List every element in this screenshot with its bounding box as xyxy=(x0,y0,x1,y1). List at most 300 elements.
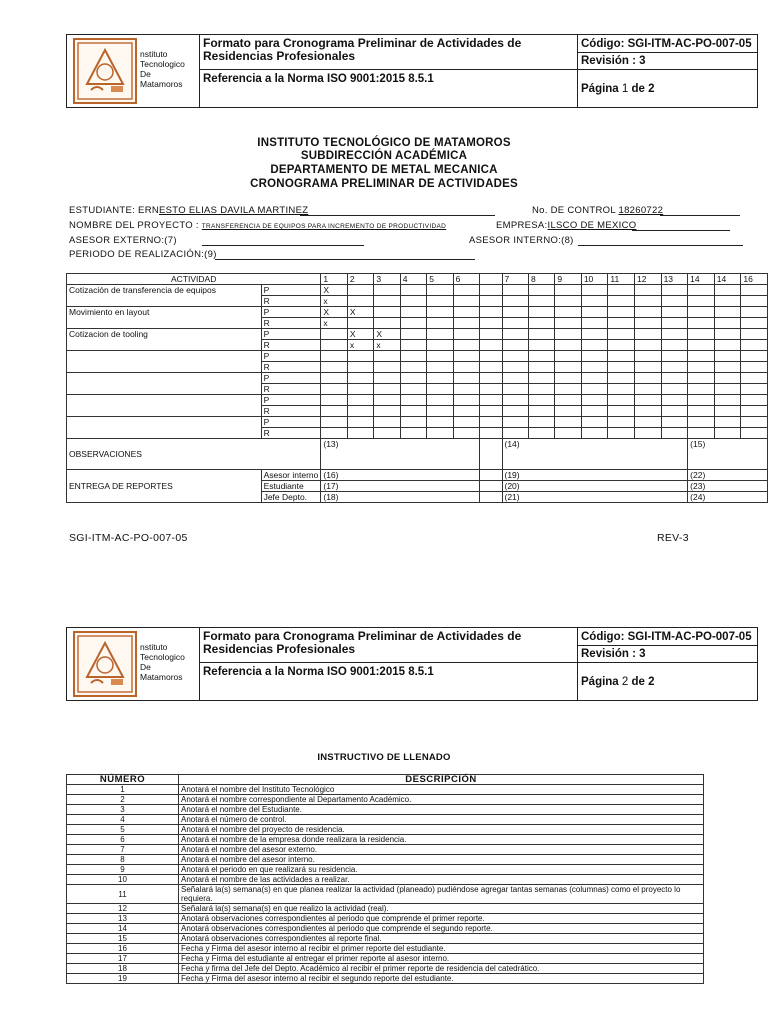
week-cell xyxy=(714,428,741,439)
norm-reference: Referencia a la Norma ISO 9001:2015 8.5.1 xyxy=(203,666,434,678)
instruction-row xyxy=(67,924,704,934)
instruction-number: 3 xyxy=(67,805,179,815)
week-cell xyxy=(714,384,741,395)
page-number xyxy=(581,676,655,688)
week-cell xyxy=(714,329,741,340)
student-value: ESTO ELIAS DAVILA MARTINEZ xyxy=(159,205,309,216)
week-cell xyxy=(347,428,373,439)
instruction-row xyxy=(67,944,704,954)
week-cell xyxy=(741,362,768,373)
col-description-header: DESCRIPCIÓN xyxy=(179,775,704,785)
week-cell: X xyxy=(347,329,373,340)
week-cell xyxy=(347,384,373,395)
instruction-description: Anotará el periodo en que realizará su residencia. xyxy=(179,865,704,875)
instruction-number: 7 xyxy=(67,845,179,855)
week-cell xyxy=(528,307,554,318)
week-cell xyxy=(528,428,554,439)
logo-cell xyxy=(67,35,200,107)
instruction-row xyxy=(67,964,704,974)
week-cell xyxy=(321,373,347,384)
week-cell xyxy=(741,384,768,395)
week-cell xyxy=(321,406,347,417)
week-cell xyxy=(400,318,426,329)
week-cell xyxy=(502,417,528,428)
week-cell xyxy=(427,428,453,439)
week-cell xyxy=(581,329,608,340)
company-field xyxy=(496,220,636,231)
logo-cell xyxy=(67,628,200,700)
observations-cell: (14) xyxy=(502,439,688,470)
week-cell xyxy=(400,395,426,406)
week-cell: x xyxy=(321,318,347,329)
week-cell xyxy=(374,307,400,318)
week-cell xyxy=(688,428,715,439)
week-header: 16 xyxy=(741,274,768,285)
week-cell xyxy=(374,406,400,417)
week-cell xyxy=(427,285,453,296)
footer-code: SGI-ITM-AC-PO-007-05 xyxy=(69,532,188,544)
week-header: 8 xyxy=(528,274,554,285)
observations-cell: (15) xyxy=(688,439,768,470)
report-role: Jefe Depto. xyxy=(261,492,321,503)
week-cell xyxy=(714,373,741,384)
title-institute: INSTITUTO TECNOLÓGICO DE MATAMOROS xyxy=(257,137,511,149)
control-value: 18260722 xyxy=(618,205,664,216)
institute-name xyxy=(140,49,185,89)
page-suffix: de 2 xyxy=(631,83,655,95)
planned-label: P xyxy=(261,285,321,296)
instruction-description: Fecha y Firma del asesor interno al recibir el segundo reporte del estudiante. xyxy=(179,974,704,984)
instruction-row xyxy=(67,934,704,944)
week-cell xyxy=(555,307,581,318)
planned-label: P xyxy=(261,329,321,340)
instructions-table xyxy=(66,774,704,984)
report-cell: (16) xyxy=(321,470,480,481)
week-cell xyxy=(502,395,528,406)
week-cell xyxy=(480,318,502,329)
week-cell xyxy=(400,417,426,428)
week-header: 6 xyxy=(453,274,479,285)
week-cell xyxy=(661,395,688,406)
week-header: 14 xyxy=(714,274,741,285)
week-header: 3 xyxy=(374,274,400,285)
week-header: 9 xyxy=(555,274,581,285)
institute-line: Matamoros xyxy=(140,672,183,682)
week-cell xyxy=(661,406,688,417)
week-cell xyxy=(502,307,528,318)
week-header: 11 xyxy=(608,274,635,285)
week-cell xyxy=(480,285,502,296)
week-cell: X xyxy=(321,307,347,318)
week-cell xyxy=(634,428,661,439)
week-cell xyxy=(453,406,479,417)
week-cell xyxy=(741,417,768,428)
week-cell xyxy=(347,318,373,329)
week-header: 5 xyxy=(427,274,453,285)
planned-label: P xyxy=(261,395,321,406)
week-cell xyxy=(741,395,768,406)
instruction-description: Anotará el nombre correspondiente al Departamento Académico. xyxy=(179,795,704,805)
week-cell xyxy=(661,417,688,428)
week-cell xyxy=(688,362,715,373)
observations-gap xyxy=(480,439,502,470)
week-cell xyxy=(374,351,400,362)
instruction-number: 13 xyxy=(67,914,179,924)
instruction-row xyxy=(67,914,704,924)
week-cell xyxy=(427,318,453,329)
activity-name: Cotización de transferencia de equipos xyxy=(67,285,262,307)
week-cell xyxy=(608,395,635,406)
institute-line: De xyxy=(140,662,151,672)
instructions-header-row xyxy=(67,775,704,785)
document-header xyxy=(66,34,758,108)
week-cell xyxy=(400,406,426,417)
week-cell xyxy=(688,384,715,395)
week-cell xyxy=(502,296,528,307)
norm-reference: Referencia a la Norma ISO 9001:2015 8.5.1 xyxy=(203,73,434,85)
week-cell xyxy=(581,340,608,351)
week-cell xyxy=(634,307,661,318)
title-cell xyxy=(199,35,578,107)
week-cell xyxy=(608,318,635,329)
week-cell xyxy=(427,406,453,417)
title-subdirection: SUBDIRECCIÓN ACADÉMICA xyxy=(300,150,468,162)
week-cell xyxy=(502,351,528,362)
week-cell xyxy=(321,384,347,395)
activity-row xyxy=(67,285,768,296)
institute-line: Tecnologico xyxy=(140,652,185,662)
week-cell xyxy=(453,384,479,395)
planned-label: P xyxy=(261,417,321,428)
week-cell xyxy=(400,362,426,373)
week-header: 13 xyxy=(661,274,688,285)
activity-name xyxy=(67,373,262,395)
report-cell: (22) xyxy=(688,470,768,481)
internal-advisor-field: ASESOR INTERNO:(8) xyxy=(469,235,574,246)
planned-label: P xyxy=(261,307,321,318)
real-label: R xyxy=(261,406,321,417)
week-cell xyxy=(321,395,347,406)
instruction-number: 14 xyxy=(67,924,179,934)
instruction-number: 16 xyxy=(67,944,179,954)
week-cell xyxy=(528,318,554,329)
observations-cell: (13) xyxy=(321,439,480,470)
instruction-number: 11 xyxy=(67,885,179,904)
planned-label: P xyxy=(261,373,321,384)
week-cell xyxy=(688,417,715,428)
week-cell xyxy=(581,373,608,384)
revision: Revisión : 3 xyxy=(581,648,646,660)
instruction-description: Anotará el nombre del proyecto de residencia. xyxy=(179,825,704,835)
page-num: 2 xyxy=(621,676,629,688)
week-cell xyxy=(453,362,479,373)
week-cell xyxy=(581,384,608,395)
instruction-number: 12 xyxy=(67,904,179,914)
week-cell xyxy=(453,351,479,362)
week-cell xyxy=(608,307,635,318)
week-cell: x xyxy=(321,296,347,307)
week-cell xyxy=(374,373,400,384)
page-prefix: Página xyxy=(581,676,619,688)
report-cell: (17) xyxy=(321,481,480,492)
week-cell xyxy=(374,296,400,307)
activity-row xyxy=(67,307,768,318)
week-cell xyxy=(661,307,688,318)
week-cell xyxy=(634,373,661,384)
week-cell xyxy=(688,406,715,417)
control-label: No. DE CONTROL xyxy=(532,205,616,216)
instruction-row xyxy=(67,904,704,914)
activity-name xyxy=(67,351,262,373)
week-cell xyxy=(714,351,741,362)
week-cell xyxy=(661,329,688,340)
week-cell xyxy=(502,428,528,439)
week-cell xyxy=(634,329,661,340)
week-cell xyxy=(688,318,715,329)
week-cell xyxy=(453,296,479,307)
instruction-description: Anotará el número de control. xyxy=(179,815,704,825)
week-cell xyxy=(581,351,608,362)
week-cell xyxy=(608,340,635,351)
week-cell xyxy=(688,395,715,406)
week-cell xyxy=(427,384,453,395)
week-cell xyxy=(688,285,715,296)
institute-line: nstituto xyxy=(140,642,168,652)
form-title: Formato para Cronograma Preliminar de Actividades de Residencias Profesionales xyxy=(203,36,522,63)
instruction-row xyxy=(67,815,704,825)
week-cell xyxy=(555,428,581,439)
week-cell xyxy=(714,307,741,318)
instruction-description: Anotará observaciones correspondientes al reporte final. xyxy=(179,934,704,944)
institute-logo-icon xyxy=(73,38,137,104)
week-cell xyxy=(528,384,554,395)
week-cell xyxy=(528,329,554,340)
control-cell xyxy=(577,628,757,700)
week-cell xyxy=(581,428,608,439)
instruction-row xyxy=(67,855,704,865)
week-cell xyxy=(321,351,347,362)
week-cell xyxy=(741,318,768,329)
week-cell xyxy=(347,362,373,373)
week-cell xyxy=(374,417,400,428)
activity-row xyxy=(67,395,768,406)
week-cell xyxy=(453,285,479,296)
week-cell xyxy=(528,373,554,384)
week-cell xyxy=(741,340,768,351)
week-cell xyxy=(608,373,635,384)
week-cell xyxy=(555,384,581,395)
instruction-description: Anotará el nombre del asesor interno. xyxy=(179,855,704,865)
week-header: 7 xyxy=(502,274,528,285)
institute-name xyxy=(140,642,185,682)
week-cell xyxy=(400,329,426,340)
report-cell: (19) xyxy=(502,470,688,481)
reports-gap xyxy=(480,481,502,492)
week-cell xyxy=(453,428,479,439)
week-cell xyxy=(608,406,635,417)
week-cell xyxy=(634,296,661,307)
reports-gap xyxy=(480,470,502,481)
instruction-row xyxy=(67,845,704,855)
instruction-description: Anotará el nombre del Estudiante. xyxy=(179,805,704,815)
week-cell xyxy=(581,417,608,428)
instruction-number: 15 xyxy=(67,934,179,944)
week-cell xyxy=(555,296,581,307)
activity-name xyxy=(67,417,262,439)
project-field xyxy=(69,220,446,231)
real-label: R xyxy=(261,384,321,395)
week-cell: x xyxy=(374,340,400,351)
document-code: Código: SGI-ITM-AC-PO-007-05 xyxy=(581,631,752,643)
week-cell xyxy=(427,296,453,307)
week-header xyxy=(480,274,502,285)
week-cell xyxy=(741,296,768,307)
week-cell xyxy=(714,340,741,351)
instruction-row xyxy=(67,785,704,795)
week-cell xyxy=(661,318,688,329)
week-cell: x xyxy=(347,340,373,351)
week-cell xyxy=(555,406,581,417)
week-cell xyxy=(427,307,453,318)
week-cell xyxy=(427,373,453,384)
instruction-row xyxy=(67,835,704,845)
instruction-row xyxy=(67,805,704,815)
page-number xyxy=(581,83,655,95)
week-cell xyxy=(480,329,502,340)
instruction-description: Señalará la(s) semana(s) en que planea realizar la actividad (planeado) pudiéndose agregar tantas semanas (columnas) como el proyecto lo requiera. xyxy=(179,885,704,904)
week-cell xyxy=(581,395,608,406)
project-label: NOMBRE DEL PROYECTO : xyxy=(69,220,199,231)
week-cell xyxy=(608,428,635,439)
week-cell xyxy=(688,373,715,384)
week-cell xyxy=(453,417,479,428)
instruction-number: 9 xyxy=(67,865,179,875)
control-cell xyxy=(577,35,757,107)
instruction-number: 8 xyxy=(67,855,179,865)
week-cell xyxy=(374,395,400,406)
week-header: 2 xyxy=(347,274,373,285)
week-cell xyxy=(480,351,502,362)
institute-logo-icon xyxy=(73,631,137,697)
week-cell xyxy=(608,285,635,296)
instruction-row xyxy=(67,795,704,805)
report-role: Asesor interno xyxy=(261,470,321,481)
week-cell xyxy=(714,406,741,417)
instruction-description: Anotará observaciones correspondientes al periodo que comprende el primer reporte. xyxy=(179,914,704,924)
week-cell xyxy=(741,329,768,340)
instruction-row xyxy=(67,974,704,984)
week-cell xyxy=(714,417,741,428)
week-cell xyxy=(688,296,715,307)
week-cell xyxy=(453,373,479,384)
week-cell xyxy=(608,384,635,395)
instruction-number: 17 xyxy=(67,954,179,964)
instruction-description: Anotará observaciones correspondientes al periodo que comprende el segundo reporte. xyxy=(179,924,704,934)
week-cell xyxy=(374,362,400,373)
week-cell xyxy=(400,351,426,362)
week-cell xyxy=(714,318,741,329)
instruction-number: 2 xyxy=(67,795,179,805)
observations-row xyxy=(67,439,768,470)
week-cell xyxy=(528,340,554,351)
control-field xyxy=(532,205,663,216)
week-cell xyxy=(374,384,400,395)
week-cell xyxy=(400,307,426,318)
week-cell xyxy=(555,417,581,428)
instruction-number: 10 xyxy=(67,875,179,885)
week-cell xyxy=(321,340,347,351)
week-cell xyxy=(555,351,581,362)
week-cell xyxy=(634,406,661,417)
week-cell xyxy=(480,373,502,384)
week-cell xyxy=(581,285,608,296)
form-title: Formato para Cronograma Preliminar de Actividades de Residencias Profesionales xyxy=(203,629,522,656)
week-cell: X xyxy=(321,285,347,296)
week-cell xyxy=(453,340,479,351)
week-cell xyxy=(347,351,373,362)
schedule-table xyxy=(66,273,768,503)
real-label: R xyxy=(261,296,321,307)
week-cell xyxy=(502,406,528,417)
week-cell xyxy=(581,406,608,417)
week-cell xyxy=(714,362,741,373)
instruction-row xyxy=(67,825,704,835)
week-cell xyxy=(480,340,502,351)
instruction-description: Anotará el nombre del Instituto Tecnológico xyxy=(179,785,704,795)
week-cell xyxy=(608,362,635,373)
report-cell: (23) xyxy=(688,481,768,492)
week-cell xyxy=(581,307,608,318)
week-cell xyxy=(741,428,768,439)
company-value: ILSCO DE MEXICO xyxy=(547,220,637,231)
week-cell xyxy=(634,384,661,395)
instruction-number: 19 xyxy=(67,974,179,984)
week-header: 1 xyxy=(321,274,347,285)
week-cell xyxy=(634,395,661,406)
report-role: Estudiante xyxy=(261,481,321,492)
student-label: ESTUDIANTE: ERN xyxy=(69,205,160,216)
week-cell xyxy=(400,428,426,439)
footer-revision: REV-3 xyxy=(657,532,689,544)
week-cell xyxy=(608,417,635,428)
revision: Revisión : 3 xyxy=(581,55,646,67)
instruction-number: 1 xyxy=(67,785,179,795)
week-cell xyxy=(741,285,768,296)
report-cell: (18) xyxy=(321,492,480,503)
week-cell xyxy=(347,417,373,428)
document-header-page2 xyxy=(66,627,758,701)
week-cell xyxy=(453,395,479,406)
week-cell xyxy=(528,406,554,417)
page-suffix: de 2 xyxy=(631,676,655,688)
week-cell xyxy=(555,395,581,406)
reports-label: ENTREGA DE REPORTES xyxy=(67,470,262,503)
observations-label: OBSERVACIONES xyxy=(67,439,321,470)
week-cell xyxy=(555,362,581,373)
week-cell xyxy=(502,373,528,384)
week-cell xyxy=(480,428,502,439)
week-cell xyxy=(688,329,715,340)
week-cell xyxy=(661,340,688,351)
week-cell xyxy=(661,285,688,296)
institute-line: Matamoros xyxy=(140,79,183,89)
reports-row xyxy=(67,470,768,481)
week-cell xyxy=(528,351,554,362)
week-cell xyxy=(555,329,581,340)
week-cell xyxy=(502,384,528,395)
instruction-description: Anotará el nombre de la empresa donde realizara la residencia. xyxy=(179,835,704,845)
week-cell xyxy=(502,362,528,373)
